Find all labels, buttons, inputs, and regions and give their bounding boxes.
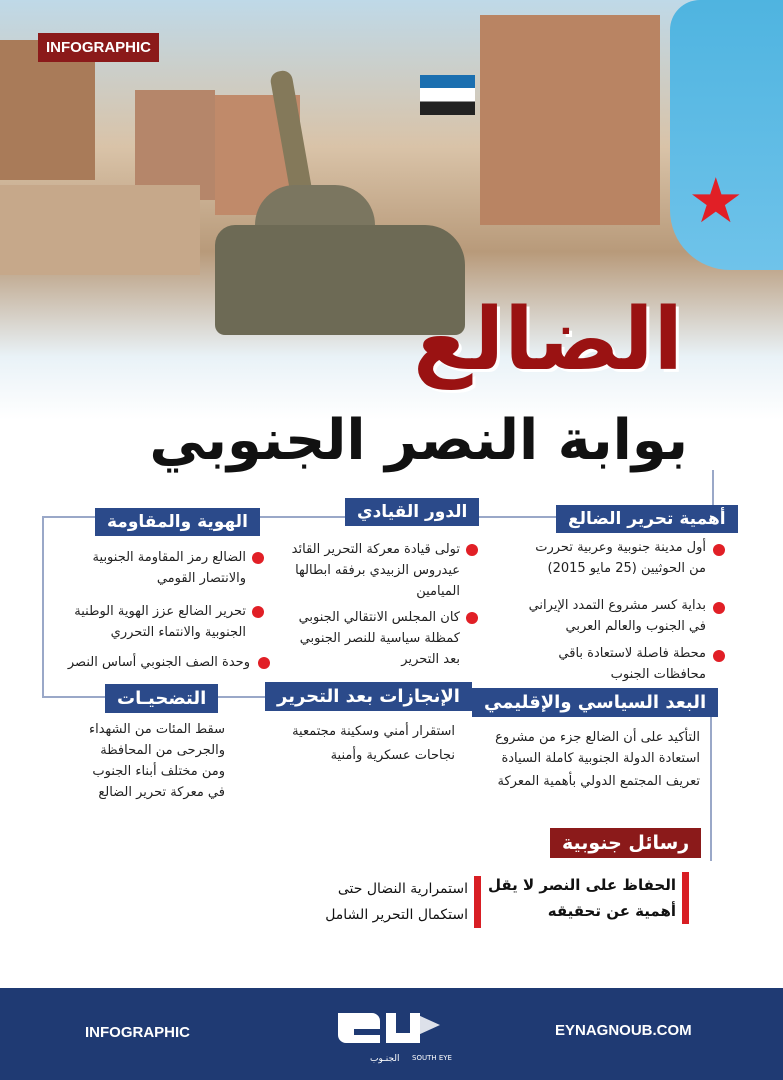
bullet-icon (252, 606, 264, 618)
bullet-icon (466, 612, 478, 624)
message-item: استمرارية النضال حتى استكمال التحرير الشامل (325, 881, 468, 923)
logo-arabic-text: الجنـوب (370, 1054, 400, 1064)
footer-website-link[interactable]: EYNAGNOUB.COM (555, 1022, 692, 1039)
main-title: الضالع (413, 290, 683, 390)
bullet-icon (252, 552, 264, 564)
bullet-icon (713, 602, 725, 614)
identity-header: الهوية والمقاومة (95, 508, 260, 536)
importance-header: أهمية تحرير الضالع (556, 505, 738, 533)
political-item: التأكيد على أن الضالع جزء من مشروع استعادة الدولة الجنوبية كاملة السيادة (495, 730, 700, 766)
eynagnoub-logo (330, 1003, 450, 1061)
message-bar (682, 872, 689, 924)
achievements-item: نجاحات عسكرية وأمنية (330, 748, 455, 763)
leadership-item: تولى قيادة معركة التحرير القائد عيدروس الزبيدي برفقه ابطالها الميامين (291, 542, 460, 599)
bullet-icon (466, 544, 478, 556)
flag (420, 75, 475, 115)
achievements-item: استقرار أمني وسكينة مجتمعية (292, 724, 455, 739)
identity-item: تحرير الضالع عزز الهوية الوطنية الجنوبية والانتماء التحرري (74, 604, 246, 640)
star-icon: ★ (688, 164, 744, 237)
infographic-badge: INFOGRAPHIC (38, 33, 159, 62)
identity-item: الضالع رمز المقاومة الجنوبية والانتصار القومي (92, 550, 246, 586)
importance-item: محطة فاصلة لاستعادة باقي محافظات الجنوب (558, 646, 706, 682)
messages-header: رسائل جنوبية (550, 828, 701, 858)
bullet-icon (258, 657, 270, 669)
subtitle: بوابة النصر الجنوبي (149, 408, 688, 473)
building-ruin (480, 15, 660, 225)
leadership-item: كان المجلس الانتقالي الجنوبي كمظلة سياسية للنصر الجنوبي بعد التحرير (298, 610, 460, 667)
building (135, 90, 215, 200)
achievements-header: الإنجازات بعد التحرير (265, 682, 472, 711)
bullet-icon (713, 650, 725, 662)
political-item: تعريف المجتمع الدولي بأهمية المعركة (497, 774, 700, 789)
message-bar (474, 876, 481, 928)
message-item: الحفاظ على النصر لا يقل أهمية عن تحقيقه (487, 876, 676, 920)
political-header: البعد السياسي والإقليمي (472, 688, 718, 717)
connector-right (710, 696, 712, 861)
leadership-header: الدور القيادي (345, 498, 479, 526)
identity-item: وحدة الصف الجنوبي أساس النصر (67, 655, 250, 670)
importance-item: أول مدينة جنوبية وعربية تحررت من الحوثيين (25 مايو 2015) (535, 540, 706, 576)
logo-english-text: SOUTH EYE (412, 1054, 452, 1062)
sacrifices-item: سقط المئات من الشهداء والجرحى من المحافظة ومن مختلف أبناء الجنوب في معركة تحرير الضالع (89, 722, 225, 800)
rubble (0, 185, 200, 275)
sacrifices-header: التضحيـات (105, 684, 218, 713)
footer-infographic-label: INFOGRAPHIC (85, 1024, 190, 1041)
importance-item: بداية كسر مشروع التمدد الإيراني في الجنوب والعالم العربي (528, 598, 706, 634)
bullet-icon (713, 544, 725, 556)
